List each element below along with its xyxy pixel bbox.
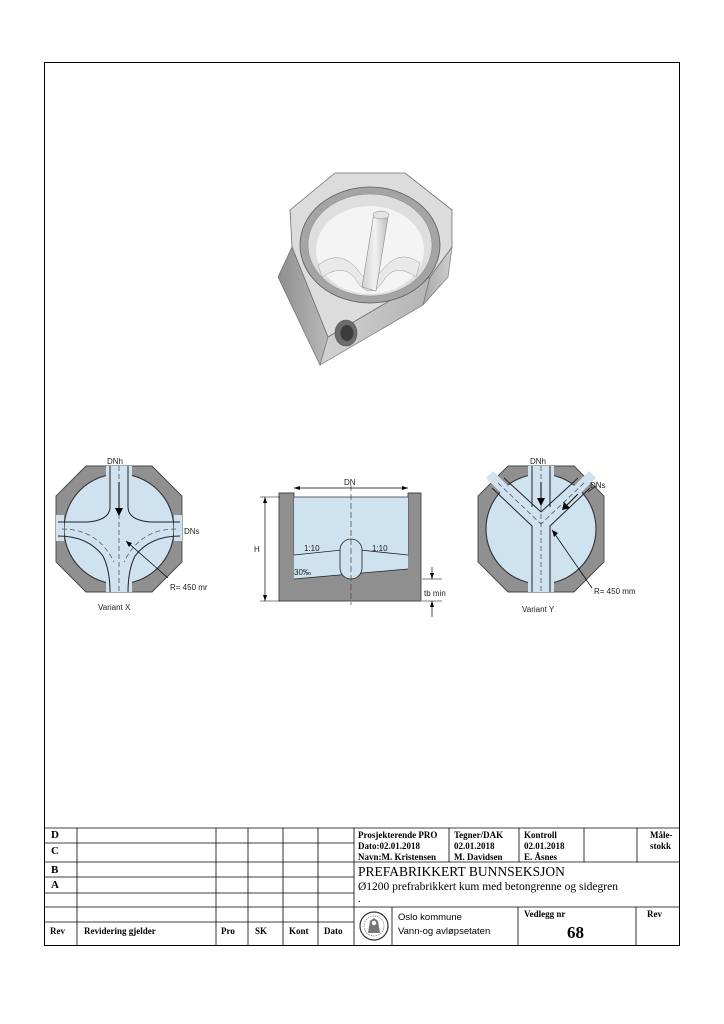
header-pro: Pro [221, 926, 235, 936]
org-line1: Oslo kommune [398, 912, 462, 923]
rev-letter-b: B [51, 864, 59, 876]
control-line1: Kontroll [524, 830, 557, 840]
header-dato: Dato [324, 926, 343, 936]
project-line2: Dato:02.01.2018 [358, 841, 420, 851]
section-dn-label: DN [344, 478, 356, 487]
header-revision: Revidering gjelder [84, 926, 156, 936]
rev-letter-a: A [51, 879, 59, 891]
rev-field-label: Rev [647, 909, 662, 919]
rev-letter-c: C [51, 845, 59, 857]
section-fall-label: 30‰ [294, 568, 311, 577]
drawing-title: PREFABRIKKERT BUNNSEKSJON [358, 864, 565, 879]
section-slope-right: 1:10 [372, 544, 388, 553]
drawer-line3: M. Davidsen [454, 852, 503, 862]
variant-x-dns-label: DNs [184, 527, 200, 536]
control-line2: 02.01.2018 [524, 841, 565, 851]
control-line3: E. Åsnes [524, 852, 558, 862]
project-line3: Navn:M. Kristensen [358, 852, 436, 862]
rev-letter-d: D [51, 829, 59, 841]
oslo-seal [358, 909, 390, 944]
scale-line2: stokk [650, 841, 672, 851]
variant-y-dns-label: DNs [590, 481, 606, 490]
variant-x-radius-label: R= 450 mr [170, 583, 208, 592]
section-tb-label: tb min [424, 589, 446, 598]
header-kont: Kont [289, 926, 309, 936]
variant-x-caption: Variant X [98, 603, 131, 612]
drawing-dot: . [358, 893, 361, 905]
section-h-label: H [254, 545, 260, 554]
variant-y-radius-label: R= 450 mm [594, 587, 636, 596]
header-sk: SK [255, 926, 268, 936]
variant-y-dnh-label: DNh [530, 457, 547, 466]
header-rev: Rev [50, 926, 65, 936]
drawing-subtitle: Ø1200 prefrabrikkert kum med betongrenne og sidegren [358, 881, 618, 893]
section-slope-left: 1:10 [304, 544, 320, 553]
vedlegg-number: 68 [567, 923, 584, 942]
drawer-line2: 02.01.2018 [454, 841, 495, 851]
vedlegg-label: Vedlegg nr [524, 909, 566, 919]
scale-line1: Måle- [650, 830, 673, 840]
org-line2: Vann-og avløpsetaten [398, 926, 491, 937]
variant-y-caption: Variant Y [522, 605, 555, 614]
project-line1: Prosjekterende PRO [358, 830, 438, 840]
variant-x-dnh-label: DNh [107, 457, 124, 466]
drawer-line1: Tegner/DAK [454, 830, 504, 840]
